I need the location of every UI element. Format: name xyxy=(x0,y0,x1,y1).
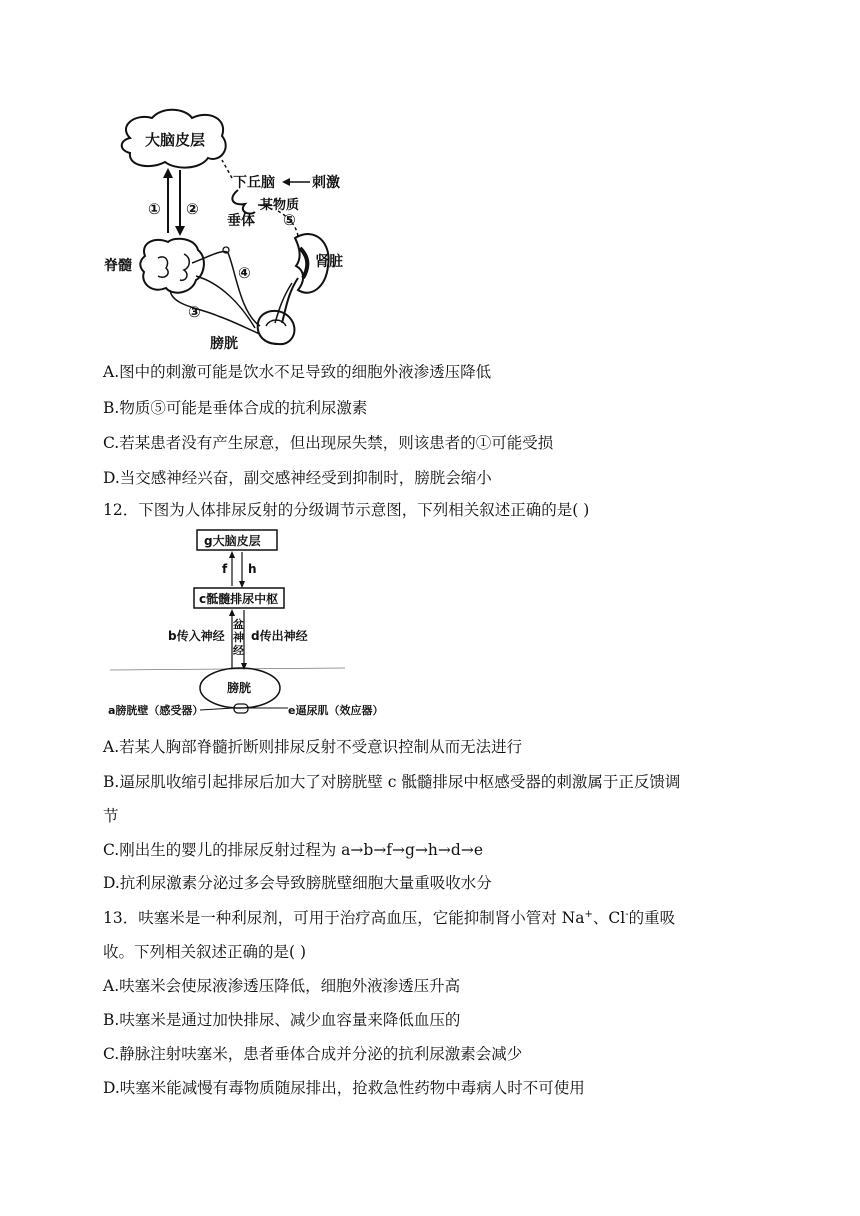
q13-stem-line2: 收。下列相关叙述正确的是( ) xyxy=(103,943,307,961)
nerve-label-4: ④ xyxy=(238,264,251,282)
stimulus-label: 刺激 xyxy=(312,175,340,191)
q12-option-d: D.抗利尿激素分泌过多会导致膀胱壁细胞大量重吸收水分 xyxy=(103,874,492,892)
figure-urination-hierarchical-regulation xyxy=(100,528,400,724)
q11-option-a: A.图中的刺激可能是饮水不足导致的细胞外液渗透压降低 xyxy=(103,363,492,381)
q12-option-c: C.刚出生的婴儿的排尿反射过程为 a→b→f→g→h→d→e xyxy=(103,841,483,859)
pituitary-label: 垂体 xyxy=(227,213,255,229)
spinal-cord-shape xyxy=(140,239,204,293)
q12-option-a: A.若某人胸部脊髓折断则排尿反射不受意识控制从而无法进行 xyxy=(103,738,523,756)
bladder-label: 膀胱 xyxy=(210,336,238,352)
d-efferent-label: d传出神经 xyxy=(251,629,308,643)
substance-label: 某物质 xyxy=(260,198,300,213)
q12-stem: 12．下图为人体排尿反射的分级调节示意图，下列相关叙述正确的是( ) xyxy=(103,501,590,519)
arrow-label-2: ② xyxy=(186,200,199,218)
nerve-label-3: ③ xyxy=(188,303,201,321)
bladder-shape xyxy=(258,311,295,344)
q11-option-d: D.当交感神经兴奋，副交感神经受到抑制时，膀胱会缩小 xyxy=(103,469,492,487)
q11-option-c: C.若某患者没有产生尿意，但出现尿失禁，则该患者的①可能受损 xyxy=(103,434,554,452)
b-afferent-label: b传入神经 xyxy=(168,629,225,643)
arrow-label-1: ① xyxy=(148,200,161,218)
q13-option-c: C.静脉注射呋塞米，患者垂体合成并分泌的抗利尿激素会减少 xyxy=(103,1045,523,1063)
spinal-cord-label: 脊髓 xyxy=(104,258,132,274)
pelvic-nerve-label: 盆 神 经 xyxy=(233,618,244,657)
a-bladder-wall-label: a膀胱壁（感受器） xyxy=(108,704,204,717)
q13-option-d: D.呋塞米能减慢有毒物质随尿排出，抢救急性药物中毒病人时不可使用 xyxy=(103,1079,585,1097)
q13-stem-line1: 13．呋塞米是一种利尿剂，可用于治疗高血压，它能抑制肾小管对 Na+、Cl-的重吸 xyxy=(103,908,676,927)
q12-option-b: B.逼尿肌收缩引起排尿后加大了对膀胱壁 c 骶髓排尿中枢感受器的刺激属于正反馈调 xyxy=(103,773,681,791)
kidney-label: 肾脏 xyxy=(315,254,343,270)
figure-urination-neural-regulation xyxy=(100,108,370,353)
q11-option-b: B.物质⑤可能是垂体合成的抗利尿激素 xyxy=(103,399,368,417)
q12-option-b-continued: 节 xyxy=(103,807,119,825)
hypothalamus-label: 下丘脑 xyxy=(233,175,275,191)
f-arrow-label: f xyxy=(222,562,228,576)
cortex-label: 大脑皮层 xyxy=(145,131,206,149)
bladder-label-2: 膀胱 xyxy=(227,681,252,695)
substance-label-5: ⑤ xyxy=(283,211,296,229)
g-cortex-box-label: g大脑皮层 xyxy=(204,534,261,548)
h-arrow-label: h xyxy=(248,562,257,576)
e-detrusor-label: e逼尿肌（效应器） xyxy=(288,704,384,717)
q13-option-a: A.呋塞米会使尿液渗透压降低，细胞外液渗透压升高 xyxy=(103,977,461,995)
q13-option-b: B.呋塞米是通过加快排尿、减少血容量来降低血压的 xyxy=(103,1011,461,1029)
c-center-box-label: c骶髓排尿中枢 xyxy=(199,592,279,606)
